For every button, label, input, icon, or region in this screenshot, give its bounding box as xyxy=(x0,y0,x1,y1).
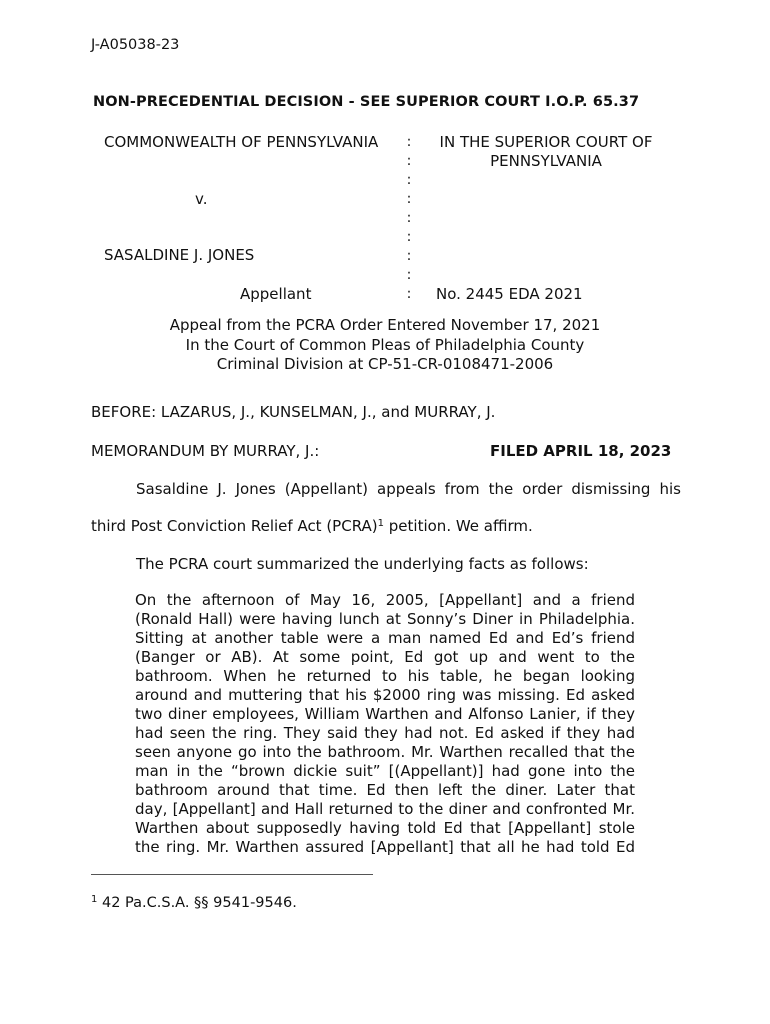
footnote-text: 42 Pa.C.S.A. §§ 9541-9546. xyxy=(97,895,297,911)
caption-colon: : xyxy=(406,267,412,283)
paragraph-1-line-2 xyxy=(91,517,533,535)
appellant-role: Appellant xyxy=(240,285,312,303)
paragraph-2: The PCRA court summarized the underlying facts as follows: xyxy=(136,555,589,573)
appeal-info-line: Appeal from the PCRA Order Entered November 17, 2021 xyxy=(169,316,601,334)
quote-line: bathroom around that time. Ed then left the diner. Later that xyxy=(135,781,635,799)
paragraph-1-line-1: Sasaldine J. Jones (Appellant) appeals from the order dismissing his xyxy=(136,480,681,498)
versus-label: v. xyxy=(195,190,208,208)
quote-line: had seen the ring. They said they had not. Ed asked if they had xyxy=(135,724,635,742)
caption-colon: : xyxy=(406,210,412,226)
appeal-info-line: In the Court of Common Pleas of Philadelphia County xyxy=(185,335,585,354)
caption-colon: : xyxy=(406,248,412,264)
appeal-info xyxy=(90,316,680,375)
quote-line: seen anyone go into the bathroom. Mr. Warthen recalled that the xyxy=(135,743,635,761)
caption-colon: : xyxy=(406,153,412,169)
quote-line: bathroom. When he returned to his table, he began looking xyxy=(135,667,635,685)
footnote-mark: 1 xyxy=(91,894,98,905)
quote-line: man in the “brown dickie suit” [(Appellant)] had gone into the xyxy=(135,762,635,780)
docket-number: J-A05038-23 xyxy=(91,37,180,53)
caption-colon-column xyxy=(403,133,415,304)
quote-line: the ring. Mr. Warthen assured [Appellant] that all he had told Ed xyxy=(135,838,635,856)
memorandum-author: MEMORANDUM BY MURRAY, J.: xyxy=(91,442,320,460)
quote-line: day, [Appellant] and Hall returned to the diner and confronted Mr. xyxy=(135,800,635,818)
decision-heading: NON-PRECEDENTIAL DECISION - SEE SUPERIOR COURT I.O.P. 65.37 xyxy=(93,94,640,110)
quote-line: around and muttering that his $2000 ring was missing. Ed asked xyxy=(135,686,635,704)
block-quote xyxy=(135,591,635,857)
appeal-info-line: Criminal Division at CP-51-CR-0108471-2006 xyxy=(216,355,554,373)
quote-line: (Banger or AB). At some point, Ed got up and went to the xyxy=(135,648,635,666)
footnote-divider xyxy=(91,874,373,875)
caption-colon: : xyxy=(406,286,412,302)
quote-line: two diner employees, William Warthen and Alfonso Lanier, if they xyxy=(135,705,635,723)
footnote xyxy=(91,895,297,911)
court-name-line2: PENNSYLVANIA xyxy=(490,152,602,170)
paragraph-1-text-end: petition. We affirm. xyxy=(384,517,533,535)
quote-line: Sitting at another table were a man named Ed and Ed’s friend xyxy=(135,629,635,647)
plaintiff-name: COMMONWEALTH OF PENNSYLVANIA xyxy=(104,133,379,151)
court-name-line1: IN THE SUPERIOR COURT OF xyxy=(439,133,653,151)
case-number: No. 2445 EDA 2021 xyxy=(436,285,583,303)
caption-colon: : xyxy=(406,172,412,188)
paragraph-1-text: third Post Conviction Relief Act (PCRA) xyxy=(91,517,378,535)
quote-line: (Ronald Hall) were having lunch at Sonny’s Diner in Philadelphia. xyxy=(135,610,635,628)
caption-colon: : xyxy=(406,191,412,207)
defendant-name: SASALDINE J. JONES xyxy=(104,246,255,264)
before-panel: BEFORE: LAZARUS, J., KUNSELMAN, J., and MURRAY, J. xyxy=(91,403,496,421)
court-name xyxy=(420,133,672,171)
filed-date: FILED APRIL 18, 2023 xyxy=(490,442,672,460)
caption-colon: : xyxy=(406,134,412,150)
quote-line: Warthen about supposedly having told Ed that [Appellant] stole xyxy=(135,819,635,837)
quote-line: On the afternoon of May 16, 2005, [Appellant] and a friend xyxy=(135,591,635,609)
caption-colon: : xyxy=(406,229,412,245)
footnote-reference[interactable]: 1 xyxy=(377,518,385,529)
